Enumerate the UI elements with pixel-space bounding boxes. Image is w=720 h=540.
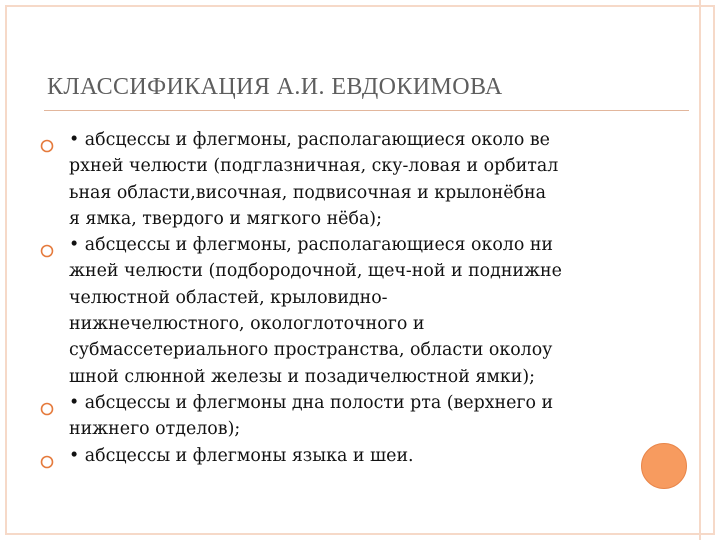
open-circle-bullet-icon [40,455,54,469]
bullet-text: • абсцессы и флегмоны, располагающиеся около ни жней челюсти (подбородочной, щеч-ной и поднижне челюстной областей, крыловидно- нижнечелюстного, окологлоточного и субмассетериального пространства, области околоу шной слюнной железы и позадичелюстной ямки); [69,235,562,387]
bullet-list [40,127,660,469]
list-item [40,443,660,469]
open-circle-bullet-icon [40,244,54,258]
list-item [40,232,660,390]
list-item [40,390,660,443]
slide-right-bar [699,0,701,540]
list-item [40,127,660,232]
slide-title: КЛАССИФИКАЦИЯ А.И. ЕВДОКИМОВА [47,74,503,100]
open-circle-bullet-icon [40,139,54,153]
bullet-text: • абсцессы и флегмоны языка и шеи. [69,445,414,466]
bullet-text: • абсцессы и флегмоны, располагающиеся около ве рхней челюсти (подглазничная, ску-ловая и орбитал ьная области,височная, подвисочная и крылонёбна я ямка, твердого и мягкого нёба); [69,130,559,229]
accent-circle [641,443,687,489]
title-divider [44,110,689,111]
open-circle-bullet-icon [40,402,54,416]
bullet-text: • абсцессы и флегмоны дна полости рта (верхнего и нижнего отделов); [69,392,554,440]
